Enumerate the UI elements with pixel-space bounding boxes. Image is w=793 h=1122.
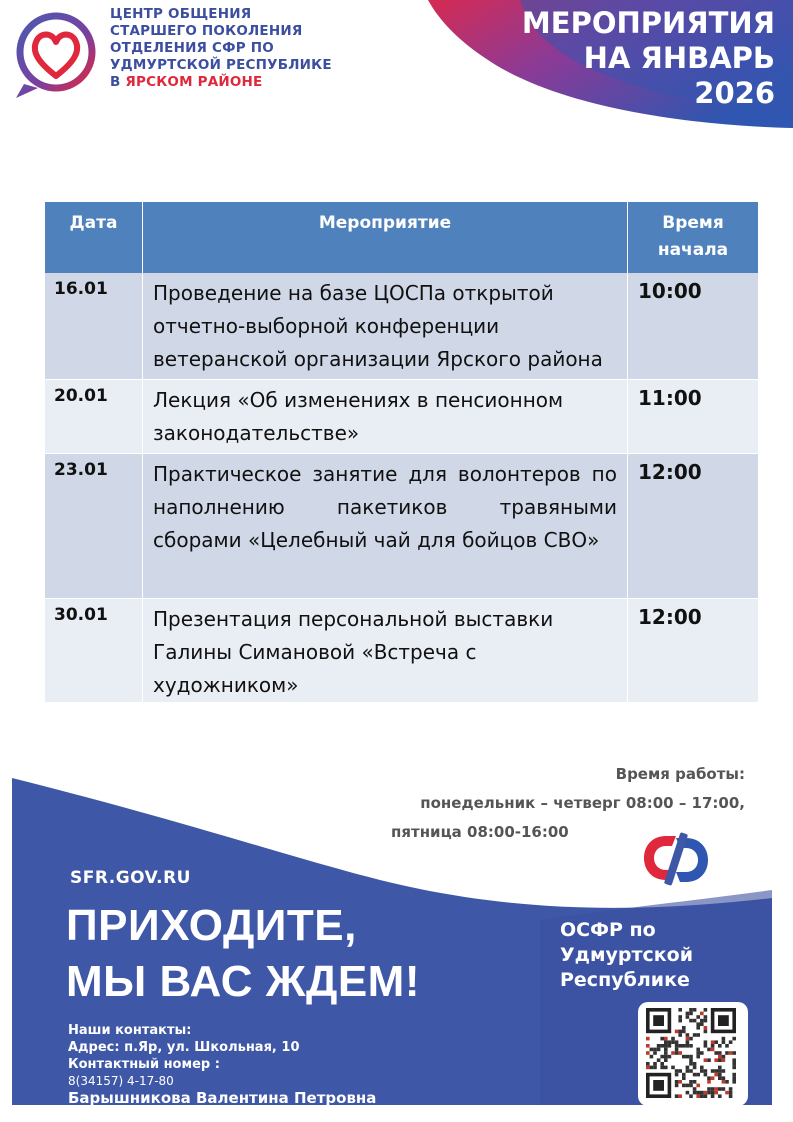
event-description: Проведение на базе ЦОСПа открытой отчетно-выборной конференции ветеранской организации Ярского района xyxy=(143,273,628,379)
event-description: Практическое занятие для волонтеров по наполнению пакетиков травяными сборами «Целебный чай для бойцов СВО» xyxy=(143,453,628,598)
table-row xyxy=(45,453,758,598)
column-header-event: Мероприятие xyxy=(143,202,628,273)
branch-line: Удмуртской xyxy=(560,944,694,966)
events-table xyxy=(45,202,758,703)
contact-person: Барышникова Валентина Петровна xyxy=(68,1089,377,1107)
contacts-block xyxy=(68,1022,376,1107)
table-row xyxy=(45,598,758,702)
branch-name xyxy=(560,918,693,993)
event-time: 12:00 xyxy=(628,598,759,702)
event-date: 30.01 xyxy=(45,598,143,702)
event-date: 20.01 xyxy=(45,379,143,453)
table-row xyxy=(45,273,758,379)
website-link[interactable]: SFR.GOV.RU xyxy=(70,868,191,888)
column-header-time xyxy=(628,202,759,273)
contacts-address: Адрес: п.Яр, ул. Школьная, 10 xyxy=(68,1040,300,1055)
org-name-line: УДМУРТСКОЙ РЕСПУБЛИКЕ xyxy=(110,57,332,73)
org-name-line: ОТДЕЛЕНИЯ СФР ПО xyxy=(110,40,274,56)
event-description: Презентация персональной выставки Галины Симановой «Встреча с художником» xyxy=(143,598,628,702)
working-hours-weekdays: понедельник – четверг 08:00 – 17:00, xyxy=(420,794,745,812)
organization-name xyxy=(110,6,370,91)
contacts-phone xyxy=(68,1056,376,1090)
event-date: 23.01 xyxy=(45,453,143,598)
title-line: 2026 xyxy=(694,76,775,110)
org-name-line xyxy=(110,74,370,91)
column-header-date: Дата xyxy=(45,202,143,273)
slogan-line: МЫ ВАС ЖДЕМ! xyxy=(66,957,420,1006)
event-description: Лекция «Об изменениях в пенсионном законодательстве» xyxy=(143,379,628,453)
org-name-accent: ЯРСКОМ РАЙОНЕ xyxy=(125,74,263,90)
time-header-line1: Время xyxy=(662,213,724,233)
branch-line: ОСФР по xyxy=(560,919,656,941)
time-header-line2: начала xyxy=(657,240,729,260)
working-hours-friday: пятница 08:00-16:00 xyxy=(391,823,569,841)
table-row xyxy=(45,379,758,453)
event-time: 11:00 xyxy=(628,379,759,453)
org-name-prefix: В xyxy=(110,74,126,90)
qr-code-icon[interactable] xyxy=(638,1002,748,1106)
document-title xyxy=(445,6,775,111)
title-line: МЕРОПРИЯТИЯ xyxy=(521,6,775,40)
phone-value[interactable]: 8(34157) 4-17-80 xyxy=(68,1074,174,1088)
event-date: 16.01 xyxy=(45,273,143,379)
sfr-logo-icon xyxy=(642,830,710,888)
table-header-row xyxy=(45,202,758,273)
org-name-line: СТАРШЕГО ПОКОЛЕНИЯ xyxy=(110,23,303,39)
org-name-line: ЦЕНТР ОБЩЕНИЯ xyxy=(110,6,252,22)
event-time: 10:00 xyxy=(628,273,759,379)
qr-code-graphic xyxy=(638,1002,748,1106)
slogan-line: ПРИХОДИТЕ, xyxy=(66,901,357,950)
working-hours-title: Время работы: xyxy=(615,765,745,783)
title-line: НА ЯНВАРЬ xyxy=(583,41,775,75)
branch-line: Республике xyxy=(560,969,690,991)
phone-label: Контактный номер : xyxy=(68,1057,220,1072)
event-time: 12:00 xyxy=(628,453,759,598)
contacts-title: Наши контакты: xyxy=(68,1023,192,1038)
slogan xyxy=(66,898,420,1010)
heart-speech-bubble-icon xyxy=(10,8,102,100)
